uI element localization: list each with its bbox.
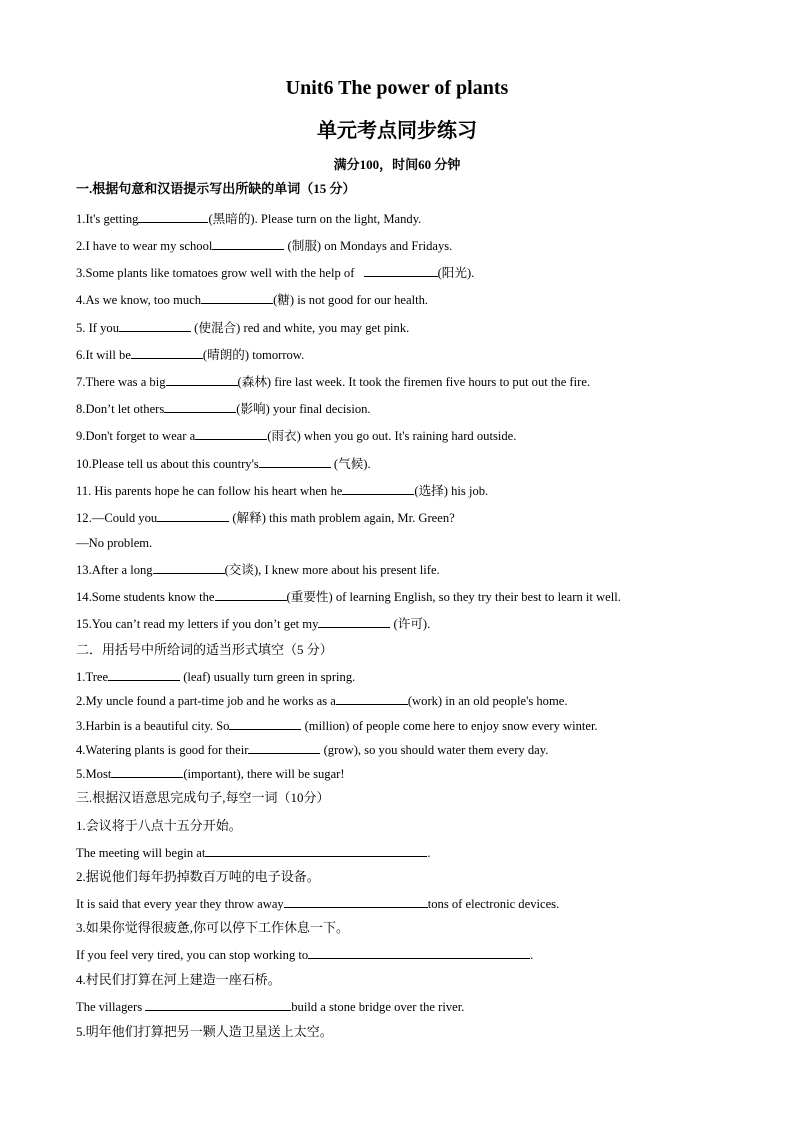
s3-question-2-cn: 2.据说他们每年扔掉数百万吨的电子设备。 [76, 869, 320, 884]
answer-blank[interactable] [318, 615, 390, 628]
s1-question-13: 13.After a long (交谈), I knew more about his present life. [76, 563, 440, 577]
s1-question-10: 10.Please tell us about this country's (气候). [76, 457, 371, 471]
answer-blank[interactable] [336, 692, 408, 705]
s1-question-9: 9.Don't forget to wear a (雨衣) when you go out. It's raining hard outside. [76, 429, 517, 443]
answer-blank[interactable] [229, 717, 301, 730]
answer-blank[interactable] [138, 210, 208, 223]
s3-question-4: The villagers build a stone bridge over the river. [76, 1000, 465, 1014]
s1-question-6: 6.It will be (晴朗的) tomorrow. [76, 348, 305, 362]
page-subtitle: 单元考点同步练习 [317, 120, 477, 142]
answer-blank[interactable] [108, 668, 180, 681]
s1-question-14: 14.Some students know the (重要性) of learning English, so they try their best to learn it well. [76, 590, 621, 604]
answer-blank[interactable] [308, 946, 530, 959]
s1-question-3: 3.Some plants like tomatoes grow well with the help of (阳光). [76, 266, 475, 280]
s1-question-1: 1.It's getting (黑暗的). Please turn on the light, Mandy. [76, 212, 422, 226]
section1-heading: 一.根据句意和汉语提示写出所缺的单词（15 分） [76, 181, 356, 196]
s3-question-4-cn: 4.村民们打算在河上建造一座石桥。 [76, 972, 281, 987]
page-title: Unit6 The power of plants [285, 77, 509, 99]
s3-question-3-cn: 3.如果你觉得很疲惫,你可以停下工作休息一下。 [76, 920, 350, 935]
section3-heading: 三.根据汉语意思完成句子,每空一词（10分） [76, 790, 330, 805]
answer-blank[interactable] [259, 455, 331, 468]
s1-question-15: 15.You can’t read my letters if you don’t get my (许可). [76, 617, 431, 631]
answer-blank[interactable] [212, 237, 284, 250]
s1-question-5: 5. If you (使混合) red and white, you may get pink. [76, 321, 410, 335]
s1-question-7: 7.There was a big (森林) fire last week. It took the firemen five hours to put out the fire. [76, 375, 591, 389]
s1-question-12: 12.—Could you (解释) this math problem again, Mr. Green? [76, 511, 455, 525]
s3-question-3: If you feel very tired, you can stop working to . [76, 948, 534, 962]
s1-question-4: 4.As we know, too much (糖) is not good for our health. [76, 293, 429, 307]
answer-blank[interactable] [145, 998, 291, 1011]
score-info: 满分100，时间60 分钟 [333, 157, 461, 172]
answer-blank[interactable] [201, 291, 273, 304]
section2-heading: 二．用括号中所给词的适当形式填空（5 分） [76, 642, 333, 657]
s3-question-1-cn: 1.会议将于八点十五分开始。 [76, 818, 242, 833]
answer-blank[interactable] [111, 765, 183, 778]
s1-question-8: 8.Don’t let others (影响) your final decision. [76, 402, 371, 416]
s2-question-3: 3.Harbin is a beautiful city. So (million) of people come here to enjoy snow every winter. [76, 719, 598, 733]
s2-question-5: 5.Most (important), there will be sugar! [76, 767, 345, 781]
answer-blank[interactable] [342, 482, 414, 495]
s2-question-4: 4.Watering plants is good for their (grow), so you should water them every day. [76, 743, 549, 757]
answer-blank[interactable] [195, 427, 267, 440]
answer-blank[interactable] [166, 373, 238, 386]
answer-blank[interactable] [215, 588, 287, 601]
answer-blank[interactable] [119, 319, 191, 332]
answer-blank[interactable] [153, 561, 225, 574]
s1-question-12-reply: —No problem. [76, 536, 153, 550]
s3-question-1: The meeting will begin at . [76, 846, 431, 860]
s1-question-11: 11. His parents hope he can follow his heart when he (选择) his job. [76, 484, 489, 498]
s3-question-5-cn: 5.明年他们打算把另一颗人造卫星送上太空。 [76, 1024, 333, 1039]
s2-question-2: 2.My uncle found a part-time job and he works as a (work) in an old people's home. [76, 694, 568, 708]
answer-blank[interactable] [284, 895, 428, 908]
answer-blank[interactable] [157, 509, 229, 522]
s3-question-2: It is said that every year they throw away tons of electronic devices. [76, 897, 560, 911]
answer-blank[interactable] [205, 844, 427, 857]
answer-blank[interactable] [248, 741, 320, 754]
s1-question-2: 2.I have to wear my school (制服) on Mondays and Fridays. [76, 239, 453, 253]
answer-blank[interactable] [164, 400, 236, 413]
answer-blank[interactable] [364, 264, 438, 277]
answer-blank[interactable] [131, 346, 203, 359]
s2-question-1: 1.Tree (leaf) usually turn green in spring. [76, 670, 356, 684]
